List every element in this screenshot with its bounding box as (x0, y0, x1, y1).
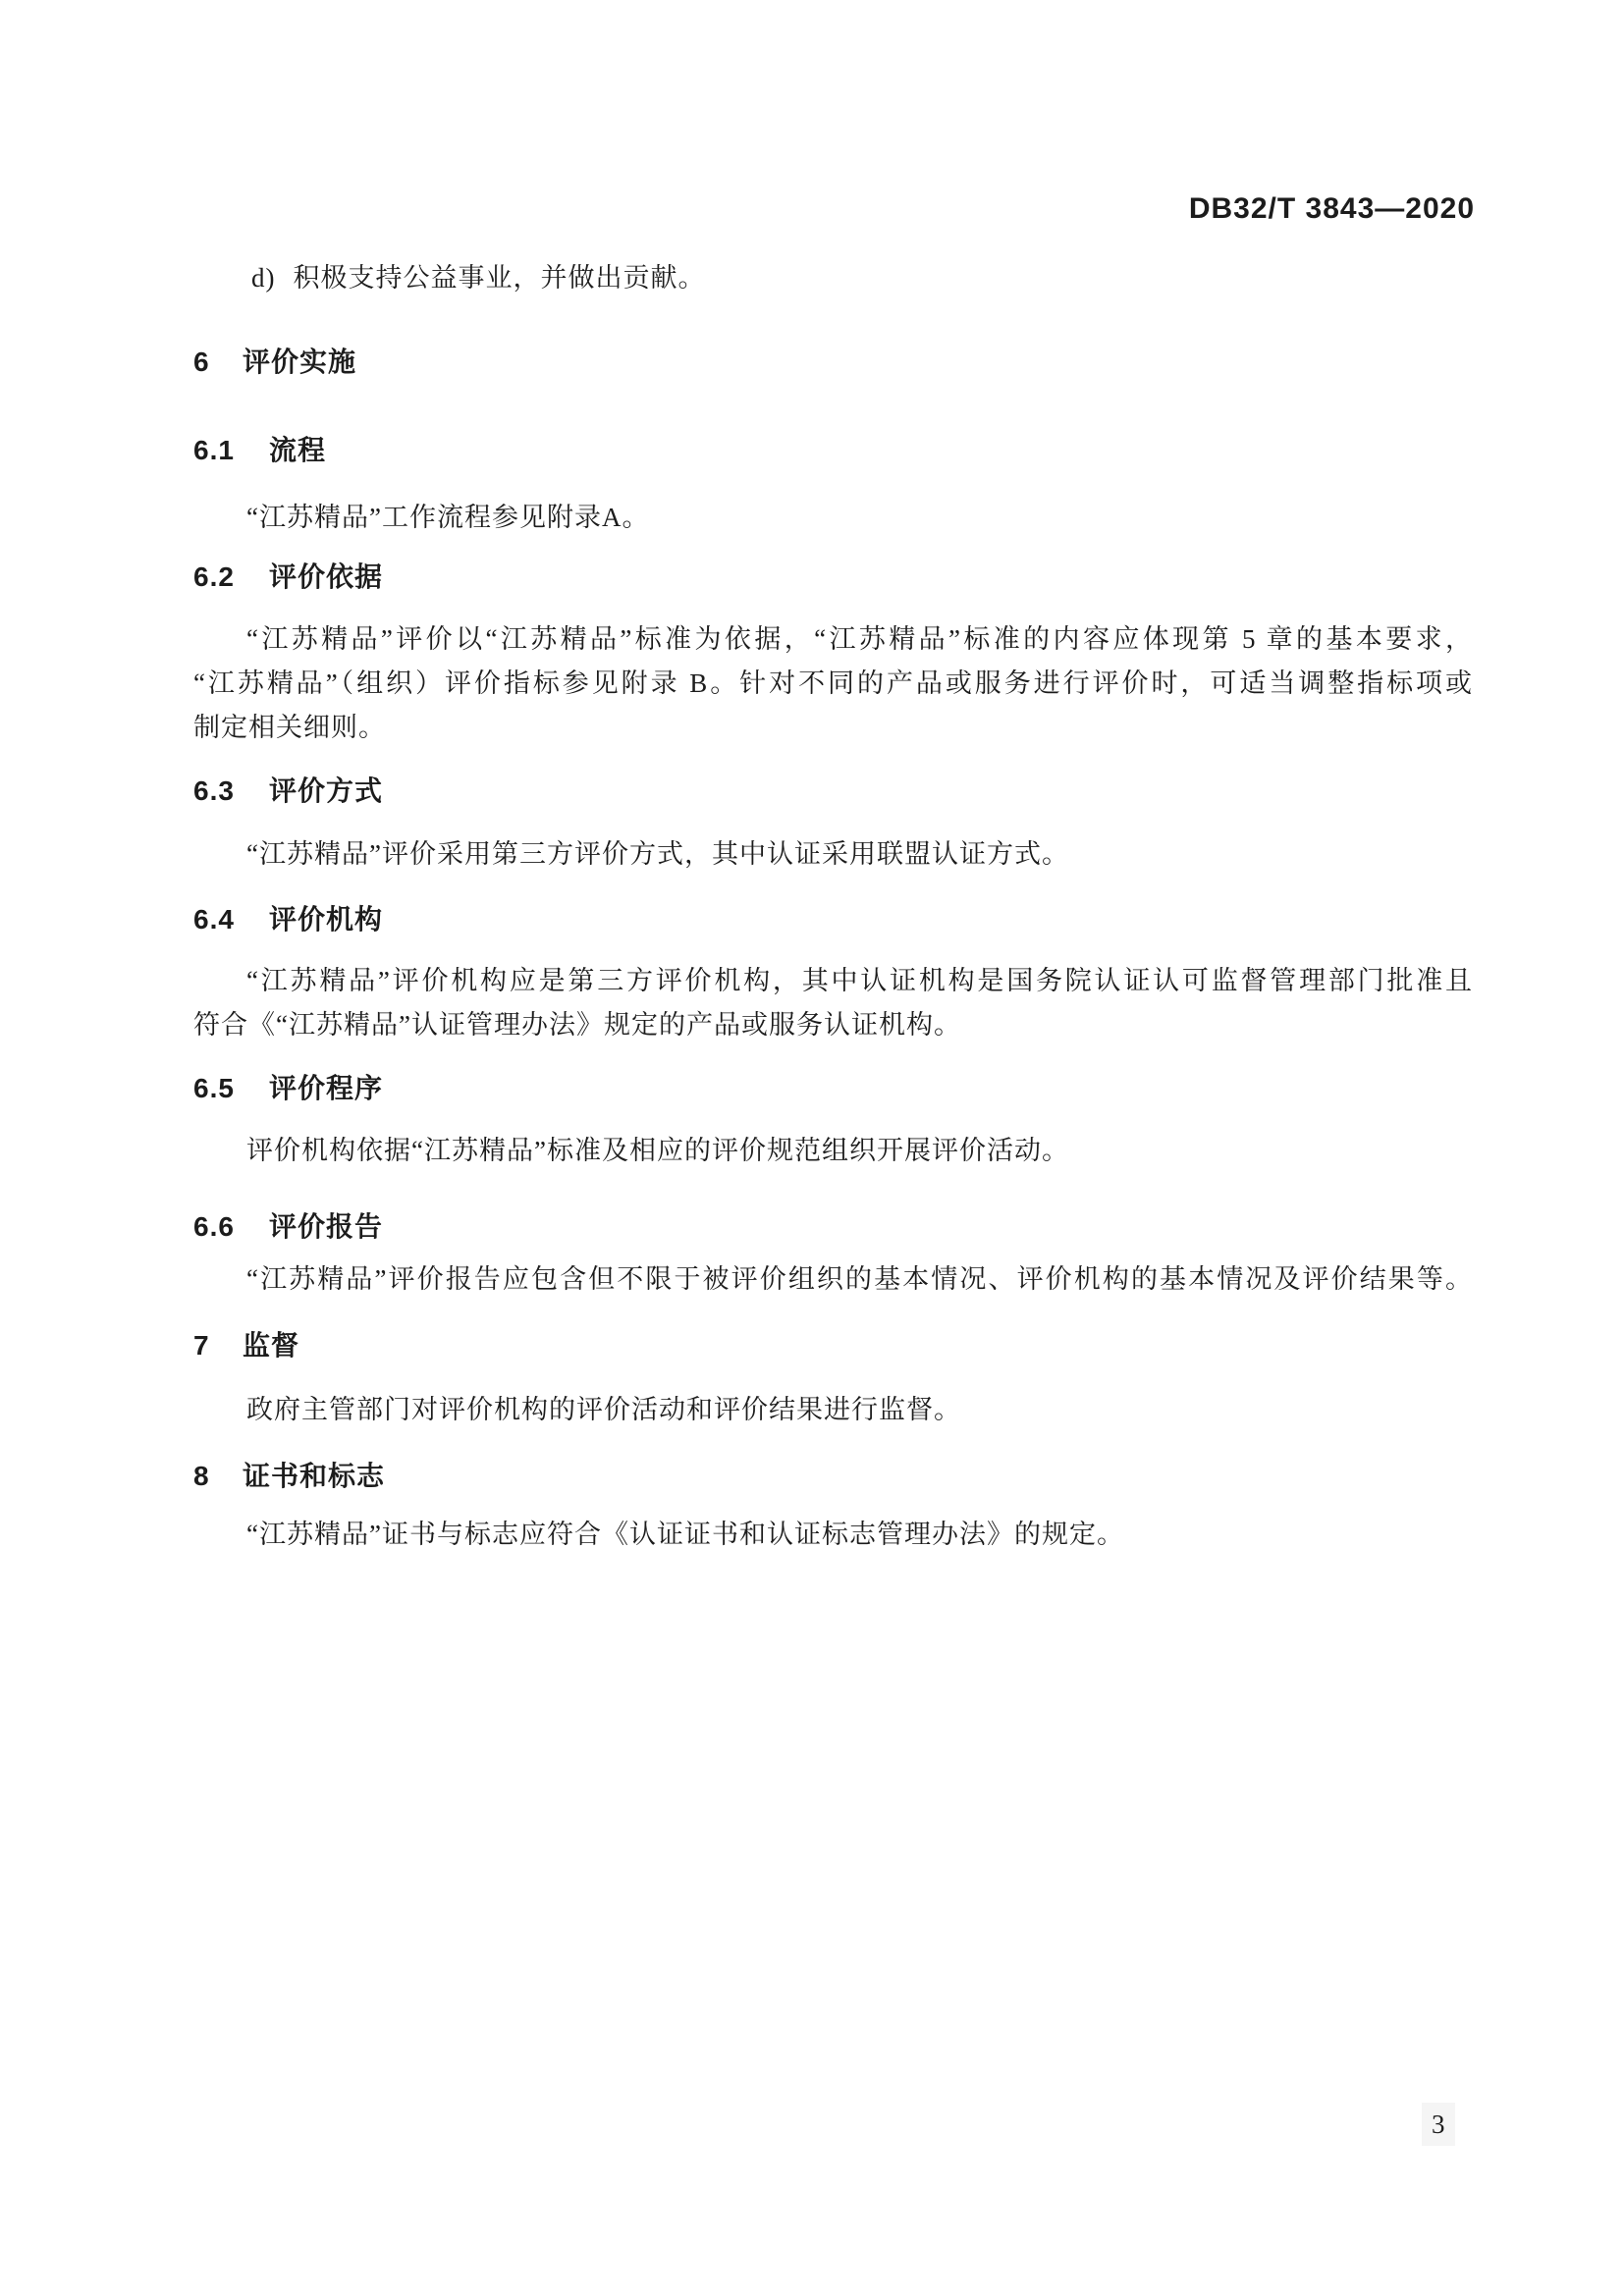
section-number: 8 (193, 1461, 210, 1491)
section-title: 评价机构 (269, 904, 384, 934)
section-title: 评价方式 (269, 775, 384, 806)
paragraph-6-4-line-2: 符合《“江苏精品”认证管理办法》规定的产品或服务认证机构。 (193, 1010, 961, 1040)
section-number: 6.6 (193, 1211, 235, 1242)
section-number: 7 (193, 1330, 210, 1361)
section-number: 6.2 (193, 561, 235, 592)
paragraph-6-3: “江苏精品”评价采用第三方评价方式，其中认证采用联盟认证方式。 (246, 839, 1069, 869)
paragraph-7: 政府主管部门对评价机构的评价活动和评价结果进行监督。 (246, 1395, 961, 1424)
section-number: 6.5 (193, 1073, 235, 1103)
list-item-d (251, 256, 706, 300)
paragraph-6-1: “江苏精品”工作流程参见附录A。 (246, 503, 650, 532)
section-heading-6-5 (193, 1069, 383, 1108)
section-heading-6 (193, 343, 356, 382)
section-title: 评价程序 (269, 1073, 384, 1103)
paragraph-6-2-line-2: “江苏精品”（组织）评价指标参见附录 B。针对不同的产品或服务进行评价时，可适当调整指标项或 (193, 668, 1473, 698)
section-heading-8 (193, 1457, 385, 1496)
section-title: 评价依据 (269, 561, 384, 592)
paragraph-6-6: “江苏精品”评价报告应包含但不限于被评价组织的基本情况、评价机构的基本情况及评价结果等。 (246, 1264, 1473, 1294)
section-heading-6-2 (193, 558, 383, 597)
section-title: 评价实施 (243, 347, 357, 377)
list-item-text: 积极支持公益事业，并做出贡献。 (293, 263, 706, 293)
paragraph-8: “江苏精品”证书与标志应符合《认证证书和认证标志管理办法》的规定。 (246, 1520, 1124, 1549)
section-title: 评价报告 (269, 1211, 384, 1242)
section-heading-6-4 (193, 900, 383, 939)
section-heading-7 (193, 1326, 299, 1365)
section-number: 6.3 (193, 775, 235, 806)
page-number: 3 (1422, 2103, 1455, 2146)
section-title: 监督 (243, 1330, 300, 1361)
section-heading-6-1 (193, 431, 326, 470)
section-number: 6.4 (193, 904, 235, 934)
section-title: 证书和标志 (243, 1461, 386, 1491)
paragraph-6-5: 评价机构依据“江苏精品”标准及相应的评价规范组织开展评价活动。 (246, 1136, 1069, 1165)
paragraph-6-2-line-3: 制定相关细则。 (193, 713, 386, 742)
paragraph-6-2-line-1: “江苏精品”评价以“江苏精品”标准为依据，“江苏精品”标准的内容应体现第 5 章的基本要求， (246, 624, 1473, 654)
section-heading-6-6 (193, 1207, 383, 1247)
list-item-label: d) (251, 263, 276, 293)
section-number: 6.1 (193, 435, 235, 465)
section-title: 流程 (269, 435, 327, 465)
section-number: 6 (193, 347, 210, 377)
standard-code-header: DB32/T 3843—2020 (1188, 192, 1475, 225)
paragraph-6-4-line-1: “江苏精品”评价机构应是第三方评价机构，其中认证机构是国务院认证认可监督管理部门批准且 (246, 966, 1473, 995)
section-heading-6-3 (193, 772, 383, 811)
